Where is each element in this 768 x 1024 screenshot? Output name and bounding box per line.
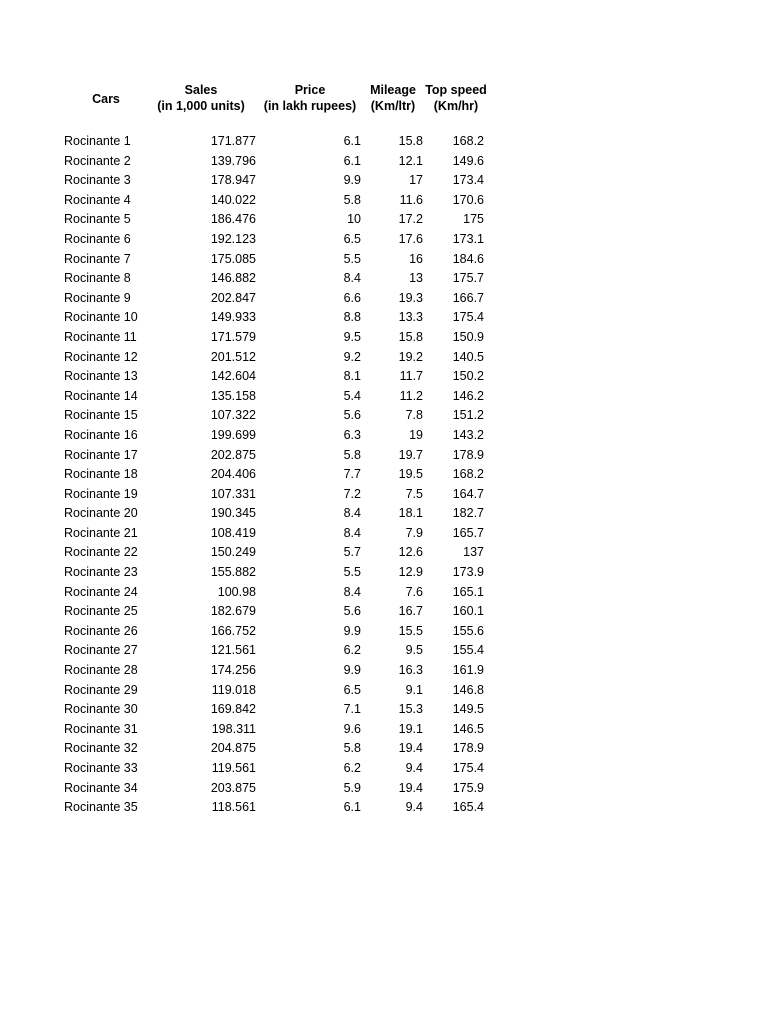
top-speed-cell: 175 — [463, 212, 484, 227]
table-row — [64, 720, 488, 740]
top-speed-cell: 168.2 — [452, 134, 484, 148]
car-name-cell: Rocinante 23 — [64, 565, 138, 580]
price-cell: 7.2 — [343, 486, 361, 501]
price-cell: 8.8 — [343, 310, 361, 325]
top-speed-cell: 170.6 — [452, 192, 484, 207]
price-cell: 6.1 — [343, 153, 361, 168]
table-row — [64, 250, 488, 270]
car-name-cell: Rocinante 21 — [64, 525, 138, 540]
car-name-cell: Rocinante 24 — [64, 584, 138, 599]
top-speed-cell: 165.4 — [452, 800, 484, 815]
header-top-speed-label: Top speed — [425, 83, 487, 97]
car-name-cell: Rocinante 17 — [64, 447, 138, 462]
top-speed-cell: 150.9 — [452, 329, 484, 344]
sales-cell: 175.085 — [210, 251, 256, 266]
mileage-cell: 17.2 — [398, 212, 423, 227]
price-cell: 6.2 — [343, 761, 361, 775]
table-row — [64, 426, 488, 446]
mileage-cell: 19.3 — [398, 290, 423, 305]
top-speed-cell: 146.8 — [452, 682, 484, 697]
price-cell: 5.5 — [343, 251, 361, 266]
header-mileage-unit: (Km/ltr) — [370, 99, 416, 113]
price-cell: 9.6 — [343, 721, 361, 736]
sales-cell: 119.018 — [211, 682, 256, 697]
top-speed-cell: 178.9 — [452, 447, 484, 462]
car-name-cell: Rocinante 3 — [64, 173, 131, 188]
top-speed-cell: 150.2 — [452, 369, 484, 384]
car-name-cell: Rocinante 27 — [64, 643, 138, 658]
header-top-speed-unit: (Km/hr) — [433, 99, 479, 113]
car-name-cell: Rocinante 33 — [64, 761, 138, 775]
table-row — [64, 210, 488, 230]
price-cell: 6.2 — [343, 643, 361, 658]
mileage-cell: 13.3 — [398, 310, 423, 325]
top-speed-cell: 175.4 — [452, 310, 484, 325]
top-speed-cell: 151.2 — [452, 408, 484, 423]
table-row — [64, 406, 488, 426]
sales-cell: 174.256 — [210, 663, 256, 678]
table-row — [64, 171, 488, 191]
price-cell: 9.2 — [343, 349, 361, 364]
top-speed-cell: 161.9 — [452, 663, 484, 678]
mileage-cell: 11.7 — [399, 369, 423, 384]
mileage-cell: 7.8 — [405, 408, 423, 423]
sales-cell: 119.561 — [211, 761, 256, 775]
sales-cell: 203.875 — [210, 780, 256, 795]
price-cell: 8.4 — [343, 506, 361, 521]
top-speed-cell: 143.2 — [452, 427, 484, 442]
top-speed-cell: 146.2 — [452, 388, 484, 403]
price-cell: 6.5 — [343, 682, 361, 697]
top-speed-cell: 137 — [463, 545, 484, 560]
price-cell: 5.7 — [343, 545, 361, 560]
table-row — [64, 465, 488, 485]
mileage-cell: 12.9 — [398, 565, 423, 580]
table-row — [64, 308, 488, 328]
table-body — [64, 132, 488, 818]
top-speed-cell: 175.7 — [452, 271, 484, 286]
top-speed-cell: 140.5 — [452, 349, 484, 364]
car-name-cell: Rocinante 12 — [64, 349, 138, 364]
sales-cell: 118.561 — [211, 800, 256, 815]
car-name-cell: Rocinante 32 — [64, 741, 138, 756]
sales-cell: 186.476 — [210, 212, 256, 227]
table-row — [64, 230, 488, 250]
mileage-cell: 15.3 — [398, 702, 423, 717]
price-cell: 7.1 — [343, 702, 361, 717]
price-cell: 6.6 — [343, 290, 361, 305]
car-name-cell: Rocinante 1 — [64, 134, 131, 148]
spreadsheet-table — [64, 82, 488, 818]
car-name-cell: Rocinante 4 — [64, 192, 131, 207]
car-name-cell: Rocinante 35 — [64, 800, 138, 815]
top-speed-cell: 146.5 — [452, 721, 484, 736]
top-speed-cell: 155.4 — [452, 643, 484, 658]
price-cell: 9.9 — [343, 623, 361, 638]
sales-cell: 178.947 — [210, 173, 256, 188]
car-name-cell: Rocinante 15 — [64, 408, 138, 423]
sales-cell: 121.561 — [210, 643, 256, 658]
sales-cell: 182.679 — [210, 604, 256, 619]
sales-cell: 100.98 — [217, 584, 256, 599]
sales-cell: 140.022 — [210, 192, 256, 207]
car-name-cell: Rocinante 9 — [64, 290, 131, 305]
car-name-cell: Rocinante 19 — [64, 486, 138, 501]
sales-cell: 169.842 — [210, 702, 256, 717]
car-name-cell: Rocinante 25 — [64, 604, 138, 619]
price-cell: 5.4 — [343, 388, 361, 403]
car-name-cell: Rocinante 8 — [64, 271, 131, 286]
sales-cell: 202.847 — [210, 290, 256, 305]
top-speed-cell: 165.7 — [452, 525, 484, 540]
header-mileage-label: Mileage — [370, 83, 416, 97]
sales-cell: 204.875 — [210, 741, 256, 756]
price-cell: 5.9 — [343, 780, 361, 795]
table-row — [64, 622, 488, 642]
table-row — [64, 700, 488, 720]
header-price — [260, 82, 360, 114]
header-price-label: Price — [294, 83, 326, 97]
sales-cell: 149.933 — [210, 310, 256, 325]
mileage-cell: 11.2 — [399, 388, 423, 403]
sales-cell: 201.512 — [210, 349, 256, 364]
sales-cell: 107.322 — [210, 408, 256, 423]
sales-cell: 135.158 — [210, 388, 256, 403]
mileage-cell: 12.1 — [398, 153, 423, 168]
car-name-cell: Rocinante 5 — [64, 212, 131, 227]
car-name-cell: Rocinante 10 — [64, 310, 138, 325]
mileage-cell: 9.1 — [405, 682, 423, 697]
sales-cell: 199.699 — [210, 427, 256, 442]
table-row — [64, 289, 488, 309]
header-mileage — [366, 82, 420, 114]
top-speed-cell: 149.5 — [452, 702, 484, 717]
price-cell: 6.1 — [343, 134, 361, 148]
mileage-cell: 15.8 — [398, 134, 423, 148]
table-row — [64, 798, 488, 818]
car-name-cell: Rocinante 2 — [64, 153, 131, 168]
sales-cell: 198.311 — [211, 721, 256, 736]
table-row — [64, 485, 488, 505]
price-cell: 9.9 — [343, 173, 361, 188]
mileage-cell: 9.4 — [405, 800, 423, 815]
mileage-cell: 9.5 — [405, 643, 423, 658]
car-name-cell: Rocinante 26 — [64, 623, 138, 638]
header-sales — [154, 82, 248, 114]
mileage-cell: 19.5 — [398, 467, 423, 482]
mileage-cell: 7.9 — [405, 525, 423, 540]
mileage-cell: 11.6 — [399, 192, 423, 207]
mileage-cell: 16.7 — [398, 604, 423, 619]
price-cell: 5.8 — [343, 741, 361, 756]
sales-cell: 108.419 — [210, 525, 256, 540]
mileage-cell: 9.4 — [405, 761, 423, 775]
top-speed-cell: 182.7 — [452, 506, 484, 521]
sales-cell: 190.345 — [210, 506, 256, 521]
sales-cell: 146.882 — [210, 271, 256, 286]
price-cell: 7.7 — [343, 467, 361, 482]
price-cell: 8.4 — [343, 584, 361, 599]
sales-cell: 171.877 — [210, 134, 256, 148]
table-row — [64, 132, 488, 152]
table-row — [64, 504, 488, 524]
table-row — [64, 367, 488, 387]
sales-cell: 204.406 — [210, 467, 256, 482]
top-speed-cell: 173.9 — [452, 565, 484, 580]
price-cell: 6.1 — [343, 800, 361, 815]
price-cell: 9.5 — [343, 329, 361, 344]
price-cell: 5.8 — [343, 192, 361, 207]
header-cars — [64, 91, 148, 107]
table-row — [64, 681, 488, 701]
car-name-cell: Rocinante 6 — [64, 231, 131, 246]
header-cars-label: Cars — [92, 92, 120, 106]
mileage-cell: 7.6 — [405, 584, 423, 599]
top-speed-cell: 155.6 — [452, 623, 484, 638]
table-row — [64, 759, 488, 779]
header-price-unit: (in lakh rupees) — [263, 99, 357, 113]
sales-cell: 155.882 — [210, 565, 256, 580]
price-cell: 6.3 — [343, 427, 361, 442]
table-row — [64, 583, 488, 603]
mileage-cell: 7.5 — [405, 486, 423, 501]
sales-cell: 192.123 — [210, 231, 256, 246]
price-cell: 5.8 — [343, 447, 361, 462]
price-cell: 5.6 — [343, 604, 361, 619]
price-cell: 8.4 — [343, 525, 361, 540]
mileage-cell: 17 — [409, 173, 423, 188]
car-name-cell: Rocinante 14 — [64, 388, 138, 403]
table-row — [64, 739, 488, 759]
top-speed-cell: 149.6 — [452, 153, 484, 168]
price-cell: 8.1 — [343, 369, 361, 384]
table-row — [64, 328, 488, 348]
sales-cell: 171.579 — [210, 329, 256, 344]
table-row — [64, 641, 488, 661]
table-row — [64, 524, 488, 544]
car-name-cell: Rocinante 11 — [64, 329, 137, 344]
table-row — [64, 779, 488, 799]
car-name-cell: Rocinante 30 — [64, 702, 138, 717]
top-speed-cell: 173.4 — [452, 173, 484, 188]
car-name-cell: Rocinante 20 — [64, 506, 138, 521]
car-name-cell: Rocinante 34 — [64, 780, 138, 795]
car-name-cell: Rocinante 18 — [64, 467, 138, 482]
table-row — [64, 446, 488, 466]
table-row — [64, 348, 488, 368]
top-speed-cell: 164.7 — [452, 486, 484, 501]
top-speed-cell: 166.7 — [452, 290, 484, 305]
table-row — [64, 563, 488, 583]
header-top-speed — [424, 82, 488, 114]
table-row — [64, 191, 488, 211]
mileage-cell: 18.1 — [398, 506, 423, 521]
mileage-cell: 16 — [409, 251, 423, 266]
top-speed-cell: 160.1 — [452, 604, 484, 619]
mileage-cell: 19.1 — [398, 721, 423, 736]
price-cell: 5.6 — [343, 408, 361, 423]
table-row — [64, 661, 488, 681]
top-speed-cell: 173.1 — [452, 231, 484, 246]
car-name-cell: Rocinante 7 — [64, 251, 131, 266]
table-header — [64, 82, 488, 116]
sales-cell: 166.752 — [210, 623, 256, 638]
mileage-cell: 15.8 — [398, 329, 423, 344]
mileage-cell: 17.6 — [398, 231, 423, 246]
top-speed-cell: 184.6 — [452, 251, 484, 266]
car-name-cell: Rocinante 22 — [64, 545, 138, 560]
car-name-cell: Rocinante 31 — [64, 721, 138, 736]
price-cell: 5.5 — [343, 565, 361, 580]
top-speed-cell: 175.4 — [452, 761, 484, 775]
top-speed-cell: 178.9 — [452, 741, 484, 756]
sales-cell: 150.249 — [210, 545, 256, 560]
table-row — [64, 602, 488, 622]
sales-cell: 142.604 — [210, 369, 256, 384]
car-name-cell: Rocinante 16 — [64, 427, 138, 442]
mileage-cell: 13 — [409, 271, 423, 286]
mileage-cell: 12.6 — [398, 545, 423, 560]
sales-cell: 202.875 — [210, 447, 256, 462]
price-cell: 8.4 — [343, 271, 361, 286]
mileage-cell: 19.2 — [398, 349, 423, 364]
table-row — [64, 269, 488, 289]
sales-cell: 107.331 — [210, 486, 256, 501]
price-cell: 10 — [347, 212, 361, 227]
mileage-cell: 15.5 — [398, 623, 423, 638]
car-name-cell: Rocinante 28 — [64, 663, 138, 678]
mileage-cell: 19.4 — [398, 780, 423, 795]
header-sales-label: Sales — [184, 83, 218, 97]
mileage-cell: 19.4 — [398, 741, 423, 756]
header-sales-unit: (in 1,000 units) — [157, 99, 245, 113]
top-speed-cell: 165.1 — [452, 584, 484, 599]
price-cell: 6.5 — [343, 231, 361, 246]
mileage-cell: 19 — [409, 427, 423, 442]
sales-cell: 139.796 — [210, 153, 256, 168]
table-row — [64, 543, 488, 563]
mileage-cell: 19.7 — [398, 447, 423, 462]
car-name-cell: Rocinante 13 — [64, 369, 138, 384]
mileage-cell: 16.3 — [398, 663, 423, 678]
car-name-cell: Rocinante 29 — [64, 682, 138, 697]
top-speed-cell: 175.9 — [452, 780, 484, 795]
top-speed-cell: 168.2 — [452, 467, 484, 482]
table-row — [64, 152, 488, 172]
table-row — [64, 387, 488, 407]
price-cell: 9.9 — [343, 663, 361, 678]
